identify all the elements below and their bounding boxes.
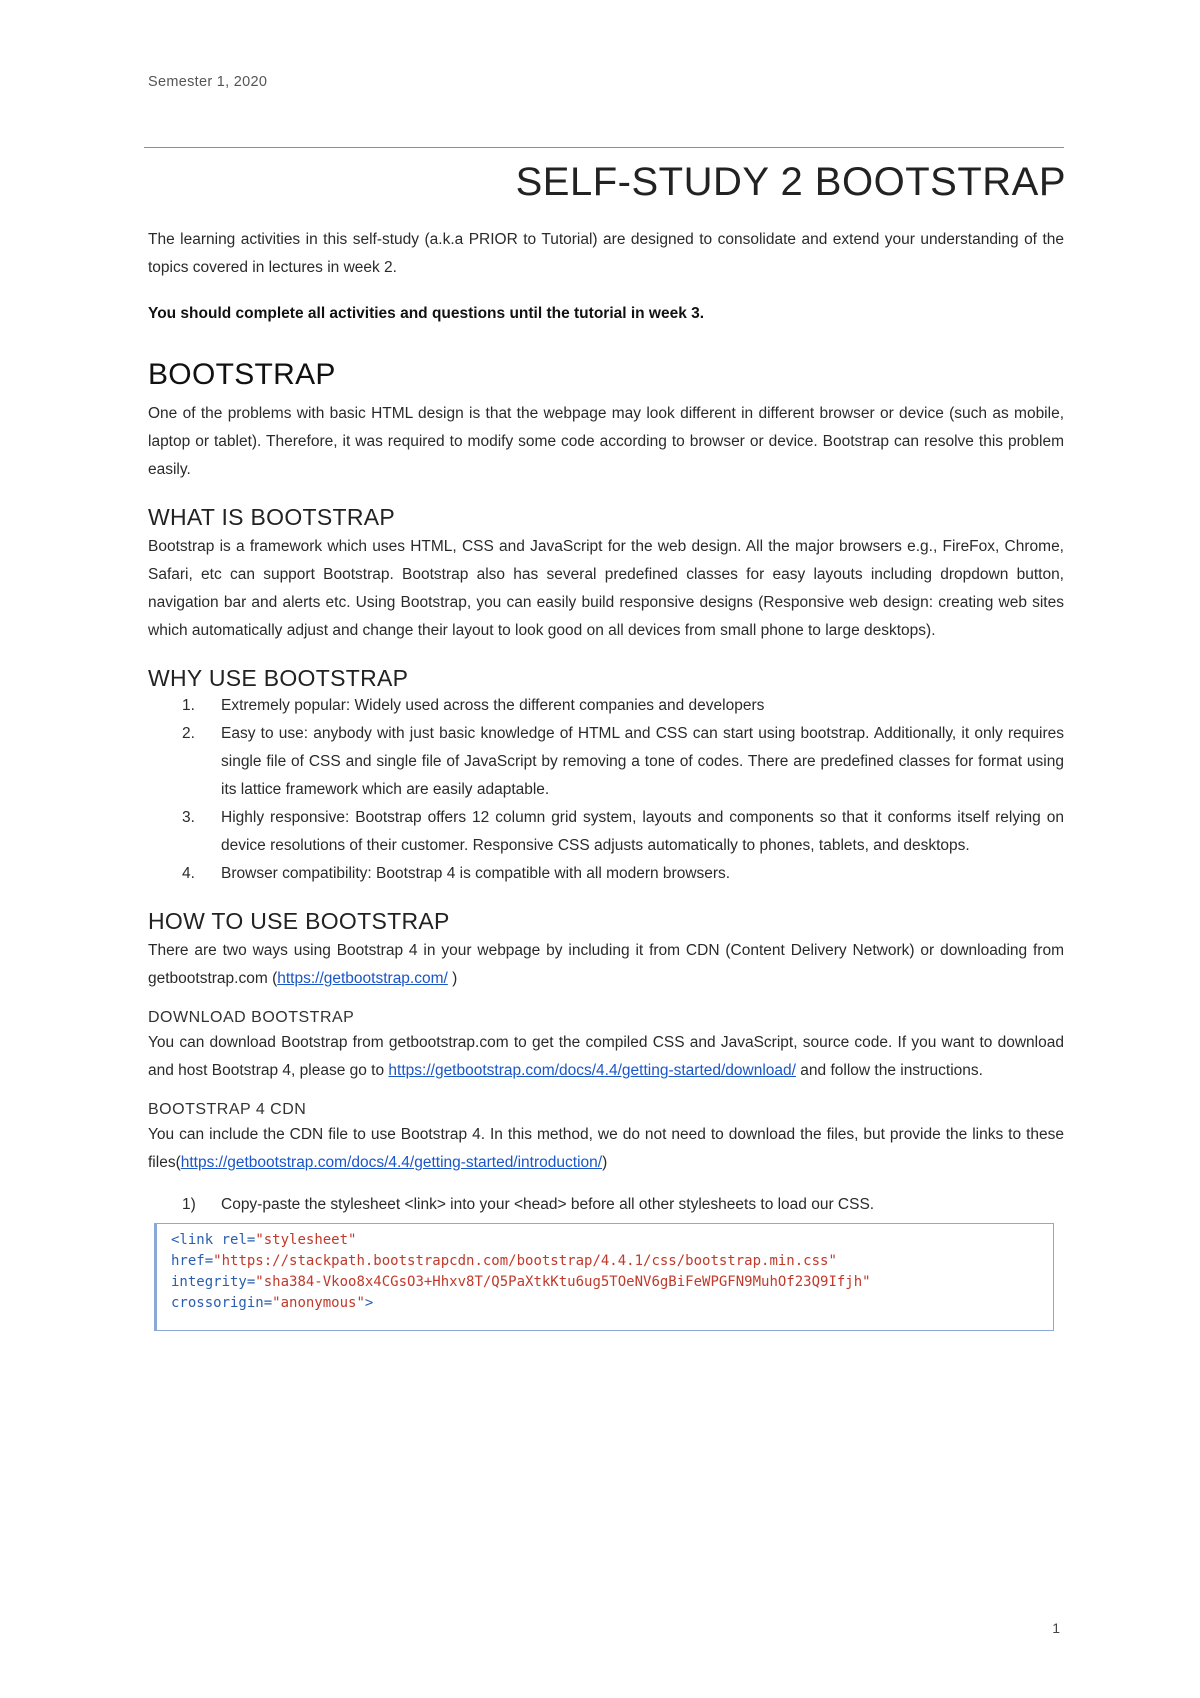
getbootstrap-link[interactable]: https://getbootstrap.com/ — [277, 970, 448, 987]
heading-download-bootstrap: DOWNLOAD BOOTSTRAP — [148, 1009, 355, 1026]
heading-what-is-bootstrap: WHAT IS BOOTSTRAP — [148, 504, 396, 530]
heading-how-to-use: HOW TO USE BOOTSTRAP — [148, 908, 450, 934]
list-item: 4. Browser compatibility: Bootstrap 4 is compatible with all modern browsers. — [182, 865, 731, 882]
intro-instruction: You should complete all activities and questions until the tutorial in week 3. — [148, 305, 705, 322]
document-title: SELF-STUDY 2 BOOTSTRAP — [515, 160, 1066, 204]
list-item: 1. Extremely popular: Widely used across the different companies and developers — [182, 697, 765, 714]
cdn-paragraph: You can include the CDN file to use Bootstrap 4. In this method, we do not need to download the files, but provide the links to these files(https://getbootstrap.com/docs/4.4/getting-started/introduction/) — [148, 1126, 1064, 1171]
cdn-steps-list — [148, 1191, 1064, 1219]
list-item: 1) Copy-paste the stylesheet <link> into your <head> before all other stylesheets to load our CSS. — [182, 1196, 875, 1213]
download-link[interactable]: https://getbootstrap.com/docs/4.4/getting-started/download/ — [388, 1062, 796, 1079]
list-item: 2. Easy to use: anybody with just basic knowledge of HTML and CSS can start using bootstrap. Additionally, it only requires single file of CSS and single file of JavaScript by removing a tone of codes. There are predefined classes for format using its lattice framework which are easily adaptable. — [182, 725, 1064, 798]
document-body — [148, 226, 1064, 1331]
code-snippet-box — [154, 1223, 1054, 1331]
list-item: 3. Highly responsive: Bootstrap offers 12 column grid system, layouts and components so that it conforms itself relying on device resolutions of their customer. Responsive CSS adjusts automatically to phones, tablets, and desktops. — [182, 809, 1064, 854]
what-is-paragraph: Bootstrap is a framework which uses HTML, CSS and JavaScript for the web design. All the major browsers e.g., FireFox, Chrome, Safari, etc can support Bootstrap. Bootstrap also has several predefined classes for easy layouts including dropdown button, navigation bar and alerts etc. Using Bootstrap, you can easily build responsive designs (Responsive web design: creating web sites which automatically adjust and change their layout to look good on all devices from small phone to large desktops). — [148, 538, 1064, 639]
page-number: 1 — [1052, 1620, 1060, 1636]
how-to-paragraph: There are two ways using Bootstrap 4 in your webpage by including it from CDN (Content Delivery Network) or downloading from getbootstrap.com (https://getbootstrap.com/ ) — [148, 942, 1064, 987]
header-rule — [144, 147, 1064, 148]
semester-header: Semester 1, 2020 — [148, 74, 268, 90]
intro-paragraph: The learning activities in this self-study (a.k.a PRIOR to Tutorial) are designed to consolidate and extend your understanding of the topics covered in lectures in week 2. — [148, 231, 1064, 276]
code-line: integrity="sha384-Vkoo8x4CGsO3+Hhxv8T/Q5PaXtkKtu6ug5TOeNV6gBiFeWPGFN9MuhOf23Q9Ifjh" — [171, 1274, 871, 1290]
bootstrap-paragraph: One of the problems with basic HTML design is that the webpage may look different in different browser or device (such as mobile, laptop or tablet). Therefore, it was required to modify some code according to browser or device. Bootstrap can resolve this problem easily. — [148, 405, 1064, 478]
download-paragraph: You can download Bootstrap from getbootstrap.com to get the compiled CSS and JavaScript, source code. If you want to download and host Bootstrap 4, please go to https://getbootstrap.com/docs/4.4/getting-started/download/ and follow the instructions. — [148, 1034, 1064, 1079]
introduction-link[interactable]: https://getbootstrap.com/docs/4.4/getting-started/introduction/ — [180, 1154, 603, 1171]
code-line: crossorigin="anonymous"> — [171, 1295, 374, 1311]
heading-why-use-bootstrap: WHY USE BOOTSTRAP — [148, 665, 409, 691]
code-line: href="https://stackpath.bootstrapcdn.com/bootstrap/4.4.1/css/bootstrap.min.css" — [171, 1253, 837, 1269]
why-use-list — [148, 692, 1064, 888]
code-line: <link rel="stylesheet" — [171, 1232, 357, 1248]
heading-bootstrap-cdn: BOOTSTRAP 4 CDN — [148, 1101, 307, 1118]
section-heading-bootstrap: BOOTSTRAP — [148, 358, 336, 391]
